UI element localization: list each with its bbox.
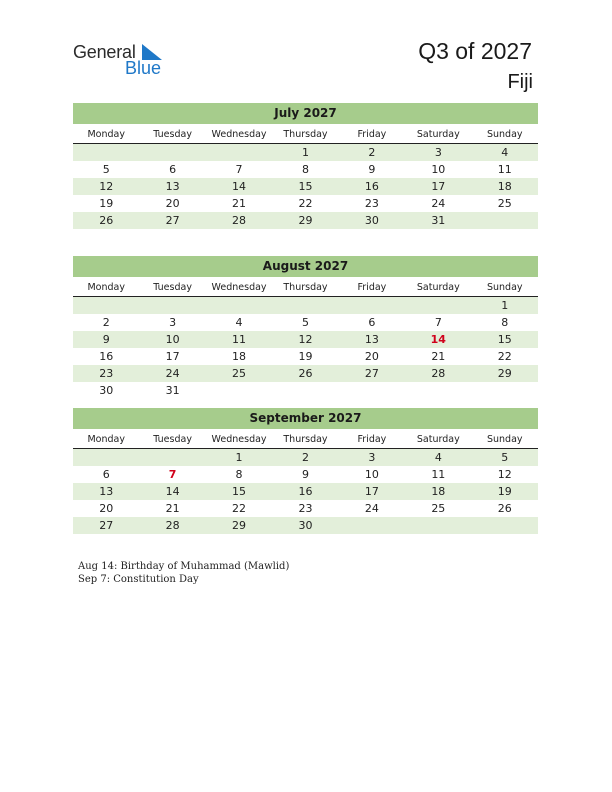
weekday-label: Wednesday — [211, 434, 267, 445]
day-cell: 23 — [298, 502, 313, 515]
month-title: August 2027 — [73, 256, 538, 277]
day-cell: 21 — [165, 502, 180, 515]
day-cell: 20 — [165, 197, 180, 210]
country-name: Fiji — [507, 71, 533, 93]
day-cell: 1 — [301, 146, 309, 159]
day-cell: 6 — [102, 468, 110, 481]
weekday-label: Monday — [87, 434, 125, 445]
week-row — [73, 178, 538, 195]
week-row — [73, 297, 538, 314]
month-calendar-august — [73, 256, 538, 399]
logo-text-general: General — [73, 42, 136, 62]
day-cell: 18 — [497, 180, 512, 193]
month-calendar-september — [73, 408, 538, 534]
day-cell: 8 — [301, 163, 309, 176]
day-cell: 18 — [431, 485, 446, 498]
day-cell: 13 — [165, 180, 180, 193]
day-cell — [339, 297, 405, 314]
month-calendar-july — [73, 103, 538, 229]
day-cell: 19 — [298, 350, 313, 363]
day-cell: 8 — [501, 316, 509, 329]
day-cell: 19 — [99, 197, 114, 210]
holiday-day-cell: 7 — [168, 468, 177, 481]
day-cell: 16 — [298, 485, 313, 498]
day-cell: 20 — [364, 350, 379, 363]
day-cell: 25 — [431, 502, 446, 515]
day-cell: 10 — [431, 163, 446, 176]
weekday-label: Sunday — [486, 282, 523, 293]
day-cell: 10 — [364, 468, 379, 481]
day-cell — [405, 297, 471, 314]
day-cell: 28 — [232, 214, 247, 227]
day-cell: 1 — [235, 451, 243, 464]
day-cell: 2 — [102, 316, 110, 329]
day-cell: 29 — [298, 214, 313, 227]
day-cell: 25 — [232, 367, 247, 380]
month-title: July 2027 — [73, 103, 538, 124]
day-cell — [405, 382, 471, 399]
day-cell: 27 — [165, 214, 180, 227]
day-cell — [472, 212, 538, 229]
day-cell: 27 — [99, 519, 114, 532]
page-title: Q3 of 2027 — [418, 38, 532, 64]
day-cell: 5 — [102, 163, 110, 176]
day-cell: 13 — [99, 485, 114, 498]
day-cell: 4 — [501, 146, 509, 159]
day-cell: 24 — [165, 367, 180, 380]
day-cell — [73, 297, 139, 314]
weekday-label: Thursday — [283, 434, 328, 445]
weekday-label: Saturday — [416, 129, 460, 140]
week-row — [73, 195, 538, 212]
day-cell — [206, 297, 272, 314]
day-cell: 22 — [232, 502, 247, 515]
day-cell: 26 — [298, 367, 313, 380]
day-cell: 21 — [431, 350, 446, 363]
day-cell: 22 — [497, 350, 512, 363]
holiday-note: Aug 14: Birthday of Muhammad (Mawlid) — [78, 561, 290, 572]
day-cell: 11 — [431, 468, 446, 481]
day-cell: 18 — [232, 350, 247, 363]
holiday-notes — [78, 560, 289, 586]
day-cell: 9 — [102, 333, 110, 346]
day-cell: 11 — [232, 333, 247, 346]
day-cell — [206, 144, 272, 161]
day-cell: 14 — [165, 485, 180, 498]
day-cell: 14 — [232, 180, 247, 193]
day-cell: 7 — [434, 316, 442, 329]
day-cell: 22 — [298, 197, 313, 210]
day-cell — [139, 297, 205, 314]
day-cell: 8 — [235, 468, 243, 481]
day-cell: 29 — [497, 367, 512, 380]
day-cell: 20 — [99, 502, 114, 515]
day-cell — [272, 297, 338, 314]
day-cell: 2 — [368, 146, 376, 159]
day-cell: 17 — [165, 350, 180, 363]
day-cell: 6 — [368, 316, 376, 329]
weekday-label: Thursday — [283, 282, 328, 293]
weekday-label: Tuesday — [153, 434, 192, 445]
day-cell: 24 — [431, 197, 446, 210]
day-cell: 7 — [235, 163, 243, 176]
weekday-label: Friday — [357, 129, 387, 140]
week-row — [73, 500, 538, 517]
day-cell — [472, 517, 538, 534]
weekday-label: Sunday — [486, 434, 523, 445]
weekday-header-row — [73, 280, 538, 297]
day-cell: 12 — [497, 468, 512, 481]
day-cell — [206, 382, 272, 399]
day-cell: 1 — [501, 299, 509, 312]
weekday-label: Saturday — [416, 434, 460, 445]
day-cell: 30 — [298, 519, 313, 532]
weekday-label: Wednesday — [211, 129, 267, 140]
weekday-label: Saturday — [416, 282, 460, 293]
weekday-label: Wednesday — [211, 282, 267, 293]
weekday-label: Sunday — [486, 129, 523, 140]
holiday-note: Sep 7: Constitution Day — [78, 574, 199, 585]
weekday-label: Monday — [87, 129, 125, 140]
day-cell: 12 — [298, 333, 313, 346]
day-cell: 9 — [301, 468, 309, 481]
day-cell: 16 — [99, 350, 114, 363]
logo — [73, 42, 173, 82]
day-cell: 3 — [368, 451, 376, 464]
day-cell: 21 — [232, 197, 247, 210]
day-cell: 15 — [232, 485, 247, 498]
day-cell: 15 — [497, 333, 512, 346]
day-cell: 13 — [364, 333, 379, 346]
day-cell — [272, 382, 338, 399]
weekday-label: Friday — [357, 282, 387, 293]
weekday-label: Monday — [87, 282, 125, 293]
day-cell: 19 — [497, 485, 512, 498]
logo-text-blue: Blue — [125, 58, 162, 78]
day-cell: 30 — [99, 384, 114, 397]
day-cell — [73, 449, 139, 466]
day-cell: 3 — [169, 316, 177, 329]
weekday-label: Friday — [357, 434, 387, 445]
day-cell: 24 — [364, 502, 379, 515]
day-cell: 23 — [99, 367, 114, 380]
day-cell: 6 — [169, 163, 177, 176]
week-row — [73, 144, 538, 161]
day-cell: 31 — [431, 214, 446, 227]
day-cell: 3 — [434, 146, 442, 159]
day-cell: 28 — [165, 519, 180, 532]
day-cell: 4 — [235, 316, 243, 329]
day-cell — [73, 144, 139, 161]
week-row — [73, 382, 538, 399]
week-row — [73, 212, 538, 229]
day-cell: 4 — [434, 451, 442, 464]
day-cell: 9 — [368, 163, 376, 176]
weekday-header-row — [73, 432, 538, 449]
weekday-label: Tuesday — [153, 282, 192, 293]
day-cell: 15 — [298, 180, 313, 193]
week-row — [73, 348, 538, 365]
day-cell: 26 — [497, 502, 512, 515]
day-cell: 29 — [232, 519, 247, 532]
day-cell: 30 — [364, 214, 379, 227]
weekday-label: Tuesday — [153, 129, 192, 140]
day-cell: 16 — [364, 180, 379, 193]
week-row — [73, 365, 538, 382]
week-row — [73, 449, 538, 466]
day-cell: 26 — [99, 214, 114, 227]
week-row — [73, 161, 538, 178]
day-cell — [339, 382, 405, 399]
day-cell — [139, 144, 205, 161]
week-row — [73, 483, 538, 500]
day-cell: 5 — [501, 451, 509, 464]
holiday-day-cell: 14 — [430, 333, 446, 346]
day-cell — [405, 517, 471, 534]
day-cell: 5 — [301, 316, 309, 329]
day-cell: 23 — [364, 197, 379, 210]
day-cell: 11 — [497, 163, 512, 176]
month-title: September 2027 — [73, 408, 538, 429]
day-cell: 12 — [99, 180, 114, 193]
day-cell — [472, 382, 538, 399]
week-row — [73, 314, 538, 331]
day-cell: 28 — [431, 367, 446, 380]
week-row — [73, 517, 538, 534]
weekday-label: Thursday — [283, 129, 328, 140]
day-cell: 10 — [165, 333, 180, 346]
week-row — [73, 331, 538, 348]
day-cell — [139, 449, 205, 466]
weekday-header-row — [73, 127, 538, 144]
week-row — [73, 466, 538, 483]
day-cell: 2 — [301, 451, 309, 464]
day-cell: 27 — [364, 367, 379, 380]
day-cell: 25 — [497, 197, 512, 210]
day-cell: 17 — [364, 485, 379, 498]
day-cell — [339, 517, 405, 534]
day-cell: 17 — [431, 180, 446, 193]
day-cell: 31 — [165, 384, 180, 397]
